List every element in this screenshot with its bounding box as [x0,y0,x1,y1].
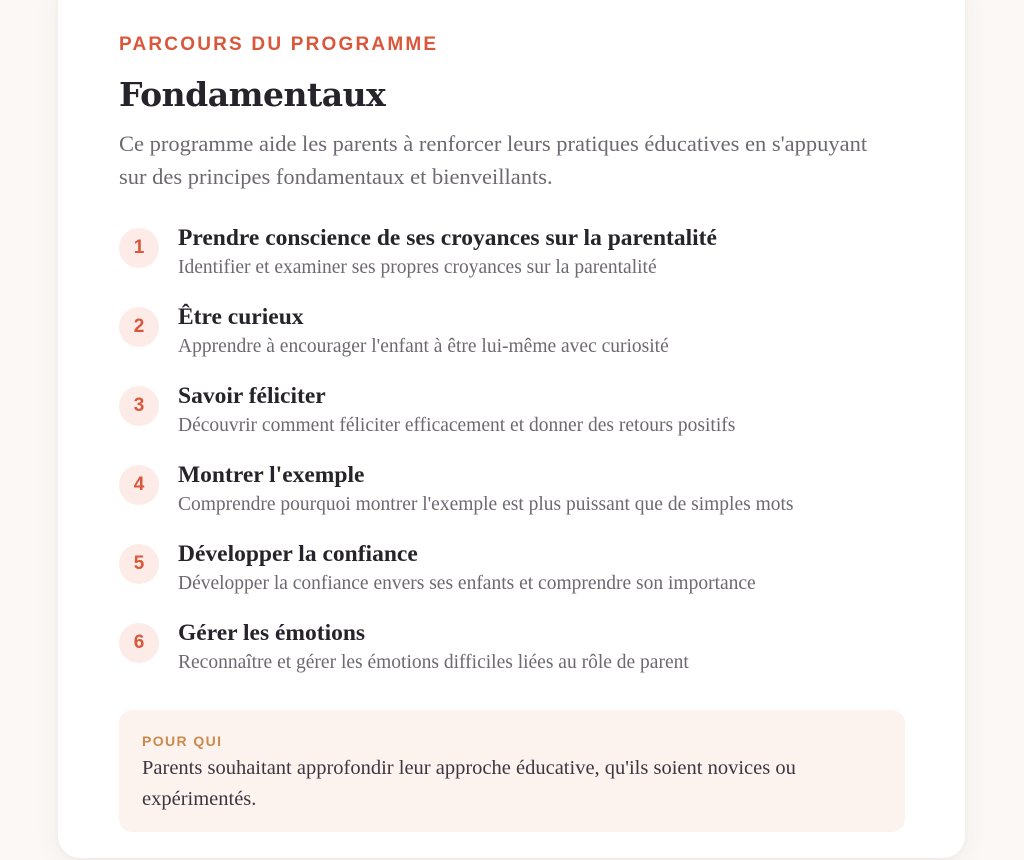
section-eyebrow: PARCOURS DU PROGRAMME [119,34,439,55]
step-item [119,302,909,381]
audience-text: Parents souhaitant approfondir leur approche éducative, qu'ils soient novices ou expérimentés. [142,757,796,810]
steps-list [119,223,909,697]
step-item [119,381,909,460]
step-text [178,460,794,518]
step-item [119,539,909,618]
program-title: Fondamentaux [119,75,386,114]
step-description: Découvrir comment féliciter efficacement et donner des retours positifs [178,415,736,436]
step-number-badge: 1 [119,228,159,268]
step-number-badge: 6 [119,623,159,663]
step-title: Montrer l'exemple [178,462,365,488]
step-number-badge: 2 [119,307,159,347]
step-description: Identifier et examiner ses propres croyances sur la parentalité [178,257,657,278]
step-title: Développer la confiance [178,541,418,567]
step-number-badge: 5 [119,544,159,584]
audience-label: POUR QUI [142,733,223,749]
step-title: Gérer les émotions [178,620,366,646]
step-title: Savoir féliciter [178,383,326,409]
step-description: Comprendre pourquoi montrer l'exemple est plus puissant que de simples mots [178,494,794,515]
step-item [119,618,909,697]
step-text [178,302,669,360]
step-text [178,381,735,439]
step-description: Reconnaître et gérer les émotions difficiles liées au rôle de parent [178,652,689,673]
step-number-badge: 4 [119,465,159,505]
step-description: Développer la confiance envers ses enfants et comprendre son importance [178,573,756,594]
step-item [119,460,909,539]
step-number-badge: 3 [119,386,159,426]
step-text [178,618,689,676]
program-card [58,0,965,858]
step-title: Prendre conscience de ses croyances sur la parentalité [178,225,717,251]
step-item [119,223,909,302]
step-description: Apprendre à encourager l'enfant à être lui-même avec curiosité [178,336,669,357]
audience-box [119,710,905,832]
step-title: Être curieux [178,304,304,330]
step-text [178,539,756,597]
program-intro: Ce programme aide les parents à renforcer leurs pratiques éducatives en s'appuyant sur des principes fondamentaux et bienveillants. [119,131,868,189]
step-text [178,223,717,281]
program-content [119,33,909,832]
